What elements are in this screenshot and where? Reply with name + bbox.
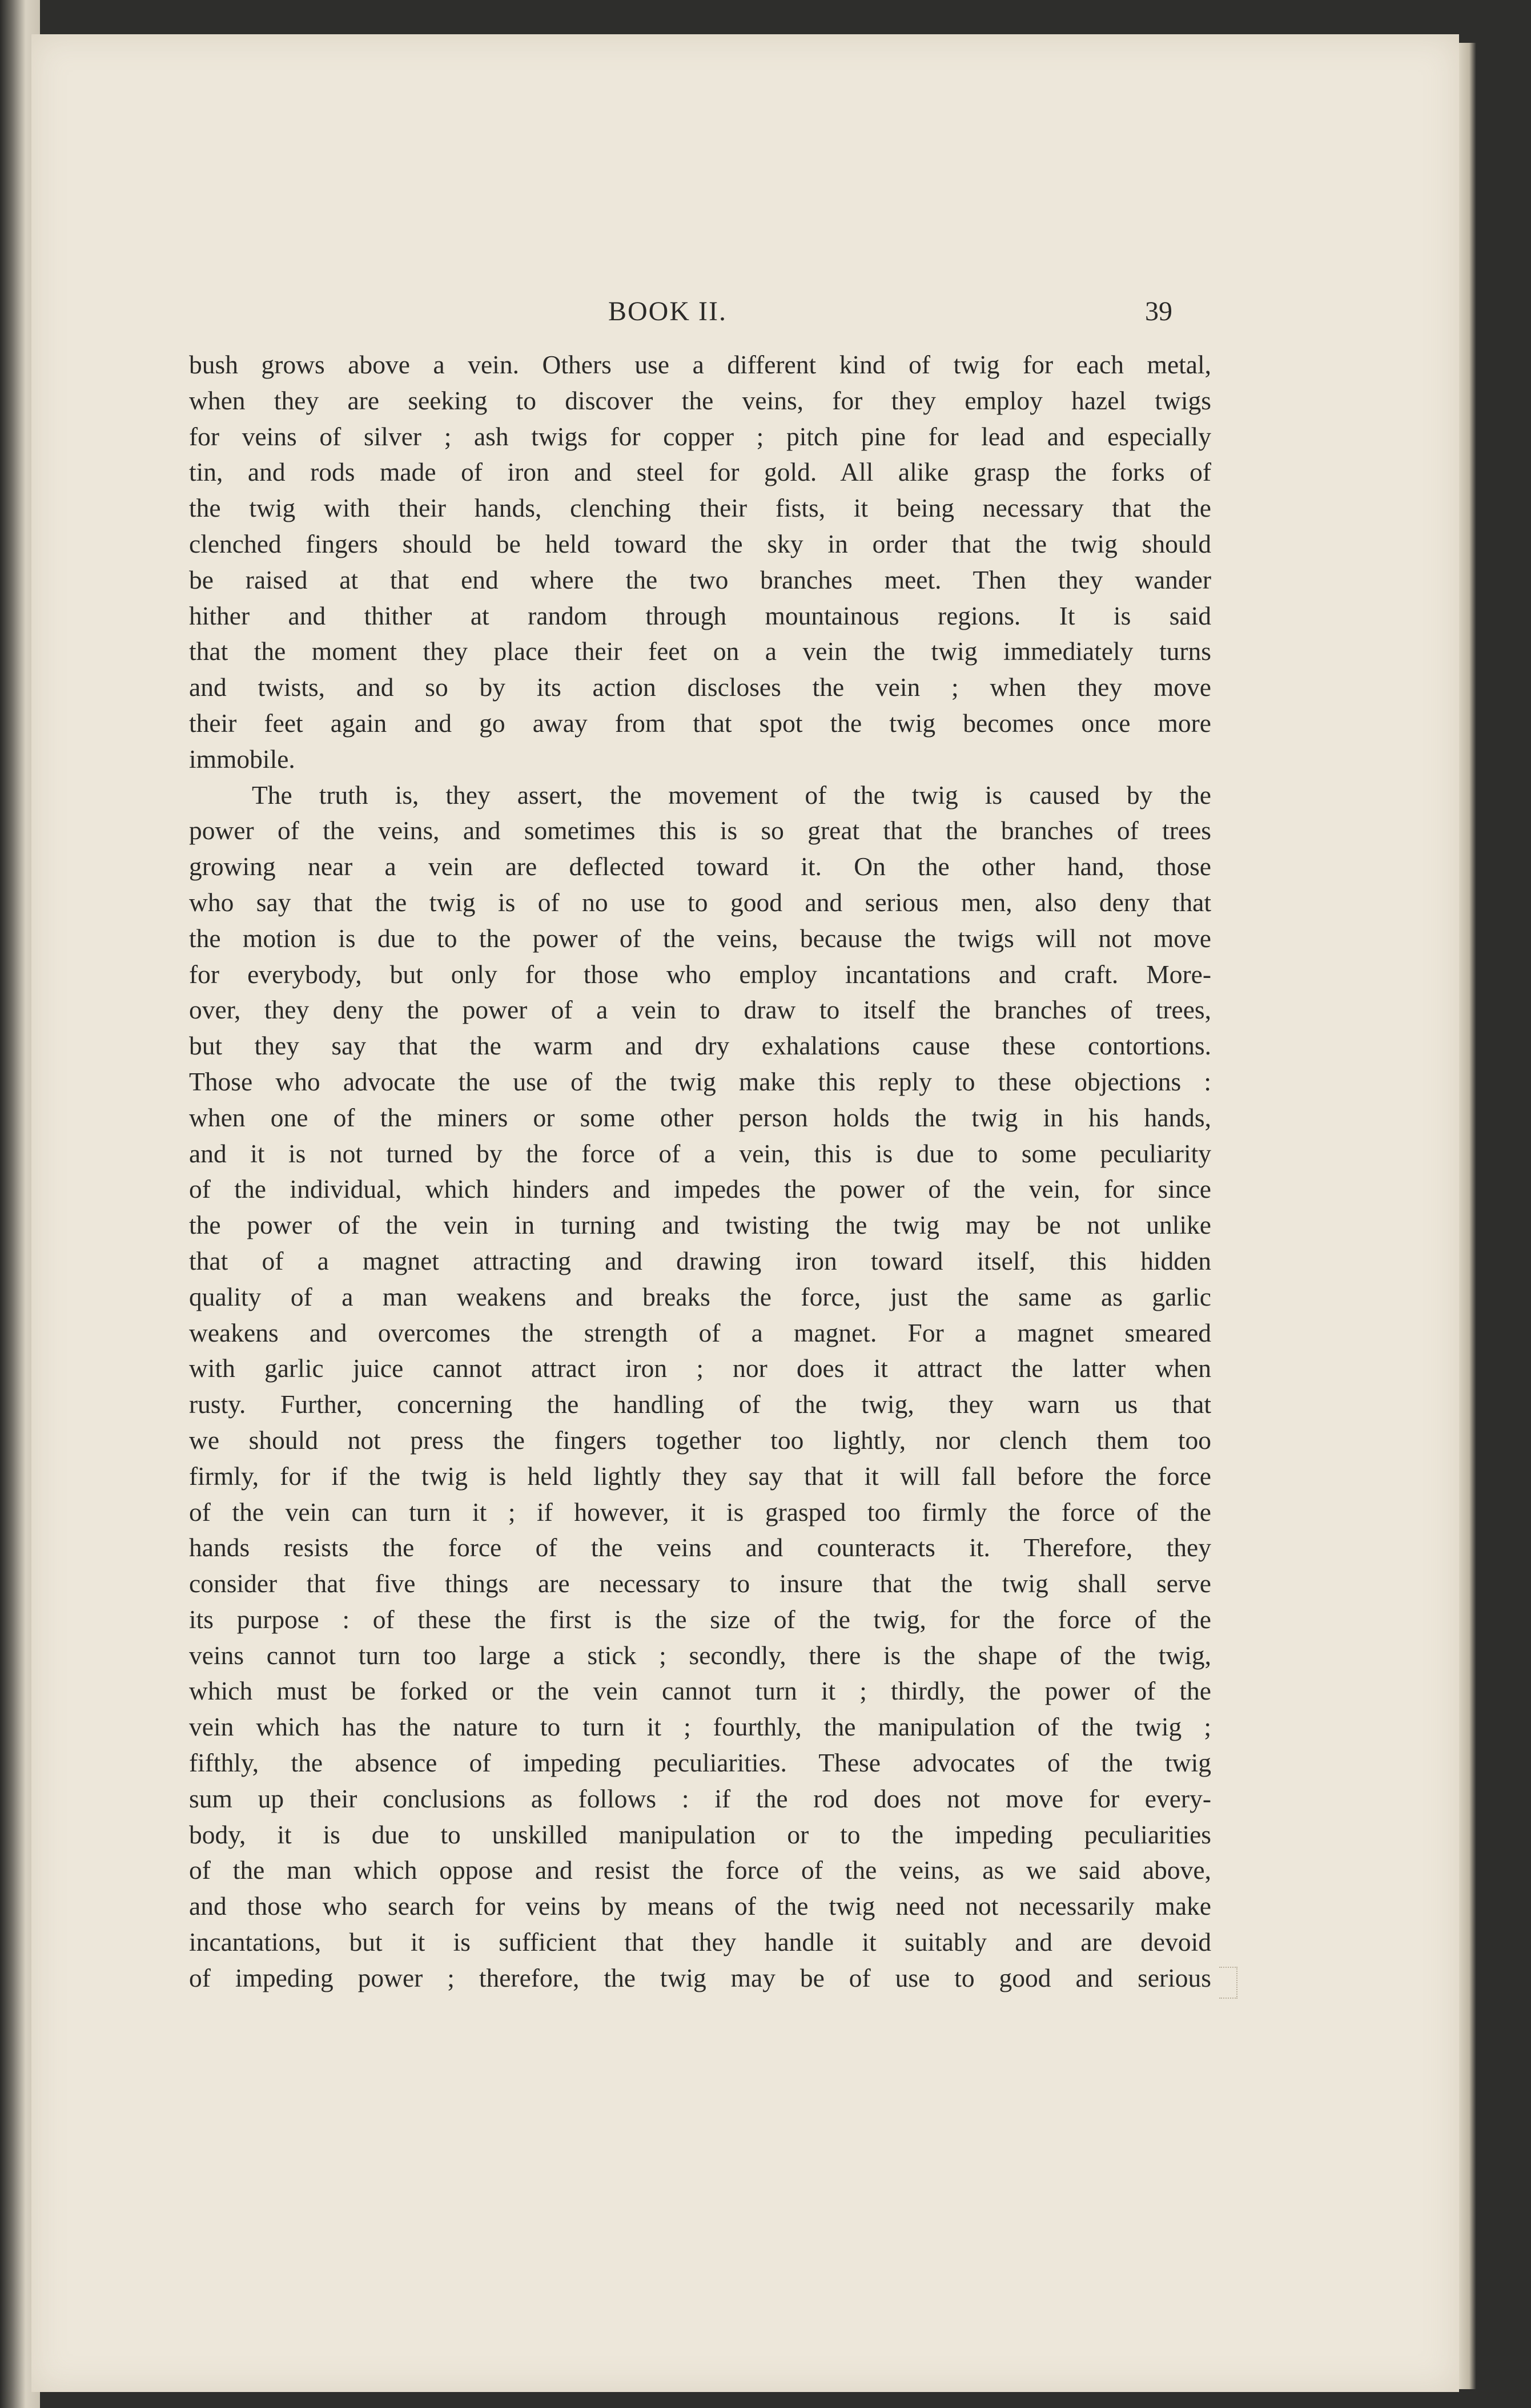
text-line: and twists, and so by its action discloses the vein ; when they move	[189, 673, 1211, 702]
text-line: who say that the twig is of no use to good and serious men, also deny that	[189, 887, 1211, 917]
text-line: clenched fingers should be held toward the sky in order that the twig should	[189, 529, 1211, 558]
text-line: its purpose : of these the first is the size of the twig, for the force of the	[189, 1604, 1211, 1634]
text-line: hands resists the force of the veins and counteracts it. Therefore, they	[189, 1533, 1211, 1563]
page-number: 39	[1145, 296, 1172, 327]
running-head: BOOK II.	[608, 296, 727, 327]
text-line: bush grows above a vein. Others use a different kind of twig for each metal,	[189, 350, 1211, 379]
text-line: the twig with their hands, clenching their fists, it being necessary that the	[189, 493, 1211, 523]
text-line: power of the veins, and sometimes this is so great that the branches of trees	[189, 816, 1211, 845]
paragraph-1	[189, 347, 1211, 778]
text-line: rusty. Further, concerning the handling of the twig, they warn us that	[189, 1390, 1211, 1419]
text-line: that the moment they place their feet on a vein the twig immediately turns	[189, 637, 1211, 666]
text-line: and those who search for veins by means of the twig need not necessarily make	[189, 1891, 1211, 1921]
text-line: The truth is, they assert, the movement of the twig is caused by the	[252, 780, 1211, 810]
text-line: growing near a vein are deflected toward it. On the other hand, those	[189, 852, 1211, 881]
text-line: that of a magnet attracting and drawing iron toward itself, this hidden	[189, 1246, 1211, 1275]
text-line: vein which has the nature to turn it ; fourthly, the manipulation of the twig ;	[189, 1712, 1211, 1742]
text-line: incantations, but it is sufficient that they handle it suitably and are devoid	[189, 1927, 1211, 1957]
paragraph-2	[189, 778, 1211, 1996]
text-line: of the vein can turn it ; if however, it is grasped too firmly the force of the	[189, 1497, 1211, 1527]
text-line: quality of a man weakens and breaks the force, just the same as garlic	[189, 1282, 1211, 1311]
page-header	[31, 296, 1459, 336]
page-fore-edge	[1459, 43, 1476, 2389]
text-line: the motion is due to the power of the veins, because the twigs will not move	[189, 923, 1211, 953]
text-line: when they are seeking to discover the veins, for they employ hazel twigs	[189, 385, 1211, 415]
text-line: when one of the miners or some other person holds the twig in his hands,	[189, 1102, 1211, 1132]
text-line: veins cannot turn too large a stick ; secondly, there is the shape of the twig,	[189, 1640, 1211, 1670]
text-line: of the individual, which hinders and impedes the power of the vein, for since	[189, 1174, 1211, 1204]
text-line: be raised at that end where the two branches meet. Then they wander	[189, 565, 1211, 594]
text-line: and it is not turned by the force of a vein, this is due to some peculiarity	[189, 1138, 1211, 1168]
text-line: of the man which oppose and resist the force of the veins, as we said above,	[189, 1855, 1211, 1885]
text-line: consider that five things are necessary to insure that the twig shall serve	[189, 1569, 1211, 1598]
book-page	[31, 34, 1459, 2392]
text-line: hither and thither at random through mountainous regions. It is said	[189, 601, 1211, 630]
text-line: for everybody, but only for those who employ incantations and craft. More-	[189, 959, 1211, 989]
text-line: for veins of silver ; ash twigs for copper ; pitch pine for lead and especially	[189, 421, 1211, 451]
text-line: immobile.	[189, 744, 295, 774]
text-line: their feet again and go away from that spot the twig becomes once more	[189, 708, 1211, 738]
text-line: but they say that the warm and dry exhalations cause these contortions.	[189, 1031, 1211, 1061]
text-line: we should not press the fingers together too lightly, nor clench them too	[189, 1425, 1211, 1455]
text-line: the power of the vein in turning and twisting the twig may be not unlike	[189, 1210, 1211, 1240]
text-line: body, it is due to unskilled manipulation or to the impeding peculiarities	[189, 1819, 1211, 1849]
text-line: weakens and overcomes the strength of a magnet. For a magnet smeared	[189, 1318, 1211, 1347]
text-line: sum up their conclusions as follows : if the rod does not move for every-	[189, 1783, 1211, 1813]
text-line: which must be forked or the vein cannot turn it ; thirdly, the power of the	[189, 1676, 1211, 1706]
text-line: over, they deny the power of a vein to draw to itself the branches of trees,	[189, 995, 1211, 1025]
text-line: of impeding power ; therefore, the twig may be of use to good and serious	[189, 1963, 1211, 1992]
text-line: Those who advocate the use of the twig make this reply to these objections :	[189, 1066, 1211, 1096]
text-line: with garlic juice cannot attract iron ; nor does it attract the latter when	[189, 1354, 1211, 1383]
body-text	[189, 347, 1211, 1996]
text-line: firmly, for if the twig is held lightly they say that it will fall before the force	[189, 1461, 1211, 1491]
page-marker-icon	[1219, 1967, 1237, 1999]
text-line: fifthly, the absence of impeding peculiarities. These advocates of the twig	[189, 1748, 1211, 1778]
text-line: tin, and rods made of iron and steel for gold. All alike grasp the forks of	[189, 457, 1211, 487]
